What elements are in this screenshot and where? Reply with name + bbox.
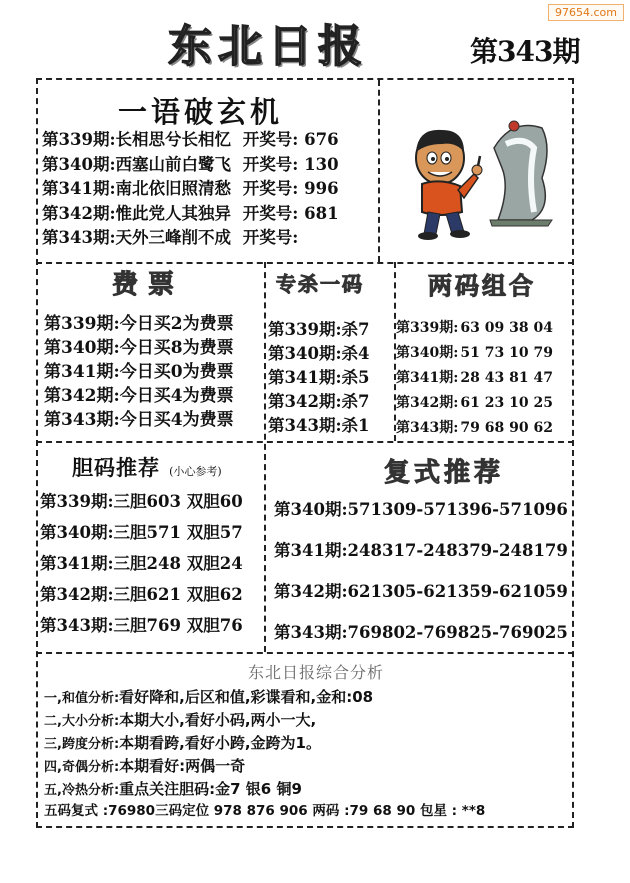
riddle-row xyxy=(42,203,339,231)
cartoon-illustration xyxy=(402,108,562,248)
combo-row xyxy=(396,396,553,421)
fee-list xyxy=(44,316,234,436)
analysis-row xyxy=(44,736,485,759)
fushi-title: 复式推荐 xyxy=(384,458,505,488)
combo-issue: 第340期: xyxy=(396,345,459,361)
analysis-text: 看好降和,后区和值,彩谍看和,金和:08 xyxy=(119,688,374,706)
fushi-row: 第340期:571309-571396-571096 xyxy=(274,500,568,519)
riddle-issue: 第339期: xyxy=(42,130,116,149)
prize-label: 开奖号: xyxy=(242,228,299,247)
riddle-issue: 第342期: xyxy=(42,203,116,223)
combo-numbers: 63 09 38 04 xyxy=(460,320,553,336)
riddle-text: 天外三峰削不成 xyxy=(115,228,232,247)
kill-list xyxy=(268,322,370,442)
dan-title: 胆码推荐 xyxy=(72,455,160,480)
analysis-row xyxy=(44,759,485,782)
combo-numbers: 61 23 10 25 xyxy=(460,395,553,411)
prize-label: 开奖号: xyxy=(242,154,299,174)
kill-title: 专杀一码 xyxy=(276,272,364,296)
riddle-issue: 第343期: xyxy=(42,228,116,247)
kill-row: 第341期:杀5 xyxy=(268,368,370,387)
prize-number: 681 xyxy=(304,203,339,223)
divider-v1 xyxy=(378,80,380,262)
fushi-row: 第341期:248317-248379-248179 xyxy=(274,541,568,560)
prize-label: 开奖号: xyxy=(242,179,299,198)
fee-title: 费票 xyxy=(112,270,185,300)
combo-row xyxy=(396,321,553,346)
issue-number: 第343期 xyxy=(470,35,580,68)
analysis-row xyxy=(44,782,485,805)
dan-header xyxy=(72,452,222,482)
kill-row: 第342期:杀7 xyxy=(268,392,370,411)
fushi-row: 第342期:621305-621359-621059 xyxy=(274,582,568,601)
combo-row xyxy=(396,421,553,446)
prize-label: 开奖号: xyxy=(242,203,299,223)
prize-number: 130 xyxy=(304,154,339,174)
dan-row: 第339期:三胆603 双胆60 xyxy=(40,492,243,511)
dan-row: 第340期:三胆571 双胆57 xyxy=(40,523,243,542)
analysis-text: 本期大小,看好小码,两小一大, xyxy=(119,711,317,729)
site-watermark[interactable]: 97654.com xyxy=(548,4,624,21)
riddle-title: 一语破玄机 xyxy=(118,95,284,129)
riddle-issue: 第341期: xyxy=(42,179,116,198)
analysis-label: 二,大小分析: xyxy=(44,714,120,729)
analysis-title: 东北日报综合分析 xyxy=(248,663,385,682)
analysis-list xyxy=(44,690,485,828)
riddle-list xyxy=(42,132,339,255)
prize-number: 996 xyxy=(304,179,339,198)
prize-number: 676 xyxy=(304,130,339,149)
fee-row: 第343期:今日买4为费票 xyxy=(44,410,234,430)
analysis-label: 一,和值分析: xyxy=(44,691,120,706)
riddle-text: 南北依旧照清愁 xyxy=(115,179,232,198)
analysis-label: 五,冷热分析: xyxy=(44,783,120,798)
analysis-label: 三,跨度分析: xyxy=(44,737,120,752)
fee-row: 第340期:今日买8为费票 xyxy=(44,338,234,358)
analysis-text: 重点关注胆码:金7 银6 铜9 xyxy=(119,780,302,798)
analysis-label: 四,奇偶分析: xyxy=(44,760,120,775)
dan-row: 第341期:三胆248 双胆24 xyxy=(40,554,243,573)
riddle-text: 西塞山前白鹭飞 xyxy=(115,154,232,174)
combo-row xyxy=(396,346,553,371)
analysis-row xyxy=(44,713,485,736)
combo-title: 两码组合 xyxy=(428,271,536,300)
riddle-row xyxy=(42,132,339,157)
combo-issue: 第342期: xyxy=(396,395,459,411)
combo-numbers: 51 73 10 79 xyxy=(460,345,553,361)
kill-row: 第339期:杀7 xyxy=(268,320,370,339)
kill-row: 第343期:杀1 xyxy=(268,416,370,435)
riddle-row xyxy=(42,230,339,255)
dan-note: (小心参考) xyxy=(169,465,222,478)
fee-row: 第339期:今日买2为费票 xyxy=(44,314,234,334)
analysis-text: 本期看跨,看好小跨,金跨为1。 xyxy=(119,734,321,752)
dan-list xyxy=(40,494,243,649)
prize-label: 开奖号: xyxy=(242,130,299,149)
riddle-row xyxy=(42,154,339,182)
dan-row: 第342期:三胆621 双胆62 xyxy=(40,585,243,604)
divider-v2 xyxy=(264,262,266,652)
riddle-text: 长相思兮长相忆 xyxy=(115,130,232,149)
kill-row: 第340期:杀4 xyxy=(268,344,370,363)
fee-row: 第341期:今日买0为费票 xyxy=(44,362,234,382)
combo-numbers: 28 43 81 47 xyxy=(460,370,553,386)
combo-issue: 第343期: xyxy=(396,420,459,436)
combo-row xyxy=(396,371,553,396)
combo-issue: 第339期: xyxy=(396,320,459,336)
riddle-text: 惟此党人其独异 xyxy=(115,203,232,223)
combo-list xyxy=(396,321,553,446)
analysis-text: 本期看好:两偶一奇 xyxy=(119,757,246,775)
analysis-footer: 五码复式 :76980三码定位 978 876 906 两码 :79 68 90 包星 : **8 xyxy=(44,803,486,819)
fushi-row: 第343期:769802-769825-769025 xyxy=(274,623,568,642)
combo-issue: 第341期: xyxy=(396,370,459,386)
fushi-list xyxy=(274,502,568,666)
combo-numbers: 79 68 90 62 xyxy=(460,420,553,436)
riddle-issue: 第340期: xyxy=(42,154,116,174)
riddle-row xyxy=(42,181,339,206)
fee-row: 第342期:今日买4为费票 xyxy=(44,386,234,406)
analysis-row xyxy=(44,690,485,713)
dan-row: 第343期:三胆769 双胆76 xyxy=(40,616,243,635)
masthead-title: 东北日报 xyxy=(168,21,368,72)
